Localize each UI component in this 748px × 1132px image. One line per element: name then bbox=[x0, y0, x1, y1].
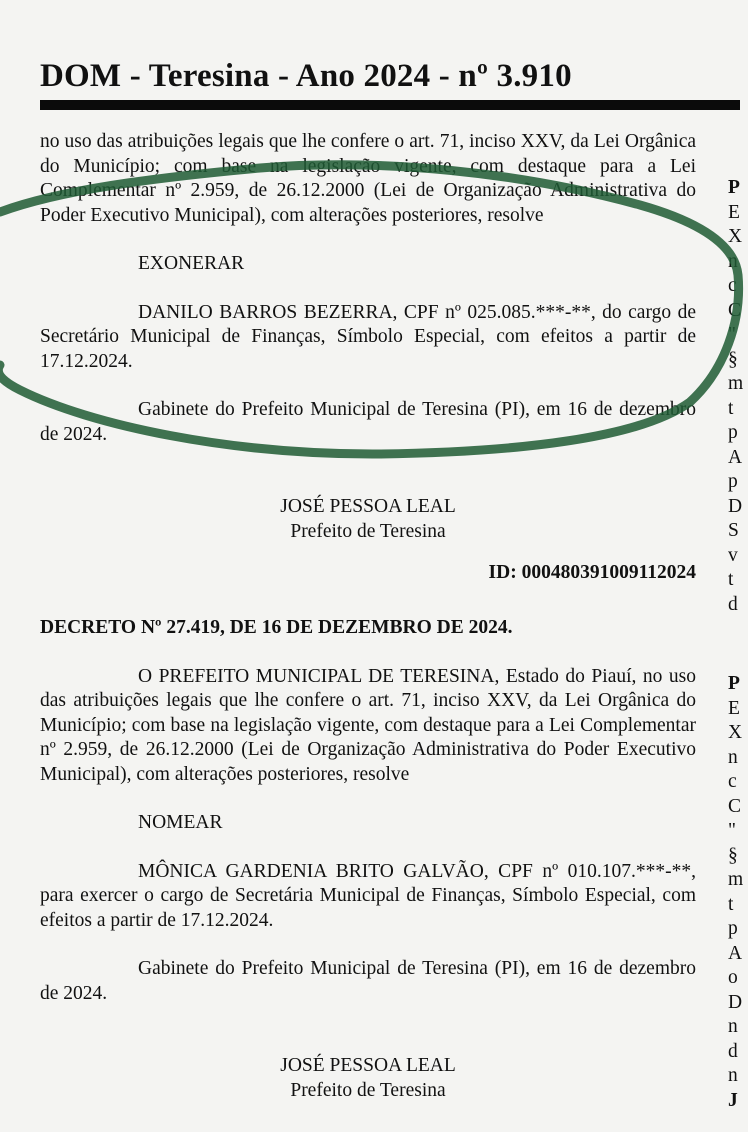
decree-1 bbox=[40, 130, 696, 586]
right-fragment-char: X bbox=[728, 722, 743, 743]
right-fragment-char: o bbox=[728, 967, 738, 988]
decree-2-signer-name: JOSÉ PESSOA LEAL bbox=[280, 1055, 456, 1076]
header-divider bbox=[40, 100, 740, 110]
right-fragment-char: n bbox=[728, 250, 738, 272]
right-fragment-char: P bbox=[728, 673, 740, 694]
right-fragment-char: d bbox=[728, 1040, 738, 1062]
right-fragment-char: n bbox=[728, 1016, 738, 1037]
right-fragment-char: X bbox=[728, 226, 743, 247]
right-fragment-char: " bbox=[728, 820, 736, 841]
decree-1-preamble: no uso das atribuições legais que lhe confere o art. 71, inciso XXV, da Lei Orgânica do Município; com base na legislação vigente, com destaque para a Lei Complementar nº 2.959, de 26.12.2000 (Lei de Organização Administrativa do Poder Executivo Municipal), com alterações posteriores, resolve bbox=[40, 131, 696, 226]
right-fragment-char: c bbox=[728, 771, 737, 792]
right-fragment-char: E bbox=[728, 201, 740, 223]
right-fragment-char: C bbox=[728, 299, 742, 321]
right-fragment-char: c bbox=[728, 275, 737, 296]
decree-2-preamble: O PREFEITO MUNICIPAL DE TERESINA, Estado do Piauí, no uso das atribuições legais que lhe confere o art. 71, inciso XXV, da Lei Orgânica do Município; com base na legislação vigente, com destaque para a Lei Complementar nº 2.959, de 26.12.2000 (Lei de Organização Administrativa do Poder Executivo Municipal), com alterações posteriores, resolve bbox=[40, 665, 696, 785]
right-fragment-char: § bbox=[728, 844, 738, 866]
right-fragment-char: P bbox=[728, 177, 740, 198]
right-fragment-char: d bbox=[728, 593, 738, 615]
decree-1-closing: Gabinete do Prefeito Municipal de Teresina (PI), em 16 de dezembro de 2024. bbox=[40, 399, 696, 445]
decree-1-verb: EXONERAR bbox=[138, 253, 245, 274]
page-header-title: DOM - Teresina - Ano 2024 - nº 3.910 bbox=[40, 58, 572, 94]
decree-2 bbox=[40, 616, 696, 1103]
right-fragment-char: p bbox=[728, 918, 738, 939]
right-fragment-char: A bbox=[728, 942, 743, 964]
right-fragment-char: n bbox=[728, 1065, 738, 1086]
right-fragment-char: t bbox=[728, 893, 734, 915]
right-fragment-char: C bbox=[728, 795, 742, 817]
right-column-fragment-1 bbox=[728, 176, 748, 617]
right-fragment-char: t bbox=[728, 397, 734, 419]
decree-1-signer-name: JOSÉ PESSOA LEAL bbox=[280, 496, 456, 517]
right-fragment-char: D bbox=[728, 495, 743, 517]
right-fragment-char: n bbox=[728, 746, 738, 768]
right-fragment-char: D bbox=[728, 991, 743, 1013]
decree-2-body: MÔNICA GARDENIA BRITO GALVÃO, CPF nº 010.107.***-**, para exercer o cargo de Secretária Municipal de Finanças, Símbolo Especial, com efeitos a partir de 17.12.2024. bbox=[40, 860, 696, 931]
right-fragment-char: p bbox=[728, 422, 738, 443]
decree-2-verb: NOMEAR bbox=[138, 812, 223, 833]
right-fragment-char: § bbox=[728, 348, 738, 370]
right-fragment-char: m bbox=[728, 869, 744, 890]
right-column-fragment-2 bbox=[728, 672, 748, 1113]
right-fragment-char: t bbox=[728, 569, 734, 590]
right-fragment-char: J bbox=[728, 1089, 738, 1111]
right-fragment-char: v bbox=[728, 544, 738, 566]
right-fragment-char: p bbox=[728, 471, 738, 492]
decree-2-closing: Gabinete do Prefeito Municipal de Teresina (PI), em 16 de dezembro de 2024. bbox=[40, 958, 696, 1004]
decree-1-id: ID: 000480391009112024 bbox=[488, 562, 696, 583]
decree-1-body: DANILO BARROS BEZERRA, CPF nº 025.085.***-**, do cargo de Secretário Municipal de Finanças, Símbolo Especial, com efeitos a partir de 17.12.2024. bbox=[40, 301, 696, 372]
decree-2-signer-title: Prefeito de Teresina bbox=[290, 1079, 446, 1101]
decree-1-signer-title: Prefeito de Teresina bbox=[290, 520, 446, 542]
right-fragment-char: m bbox=[728, 373, 744, 394]
right-fragment-char: E bbox=[728, 697, 740, 719]
right-fragment-char: A bbox=[728, 446, 743, 468]
decree-2-title: DECRETO Nº 27.419, DE 16 DE DEZEMBRO DE 2024. bbox=[40, 617, 513, 638]
right-fragment-char: " bbox=[728, 324, 736, 345]
right-fragment-char: S bbox=[728, 520, 739, 541]
